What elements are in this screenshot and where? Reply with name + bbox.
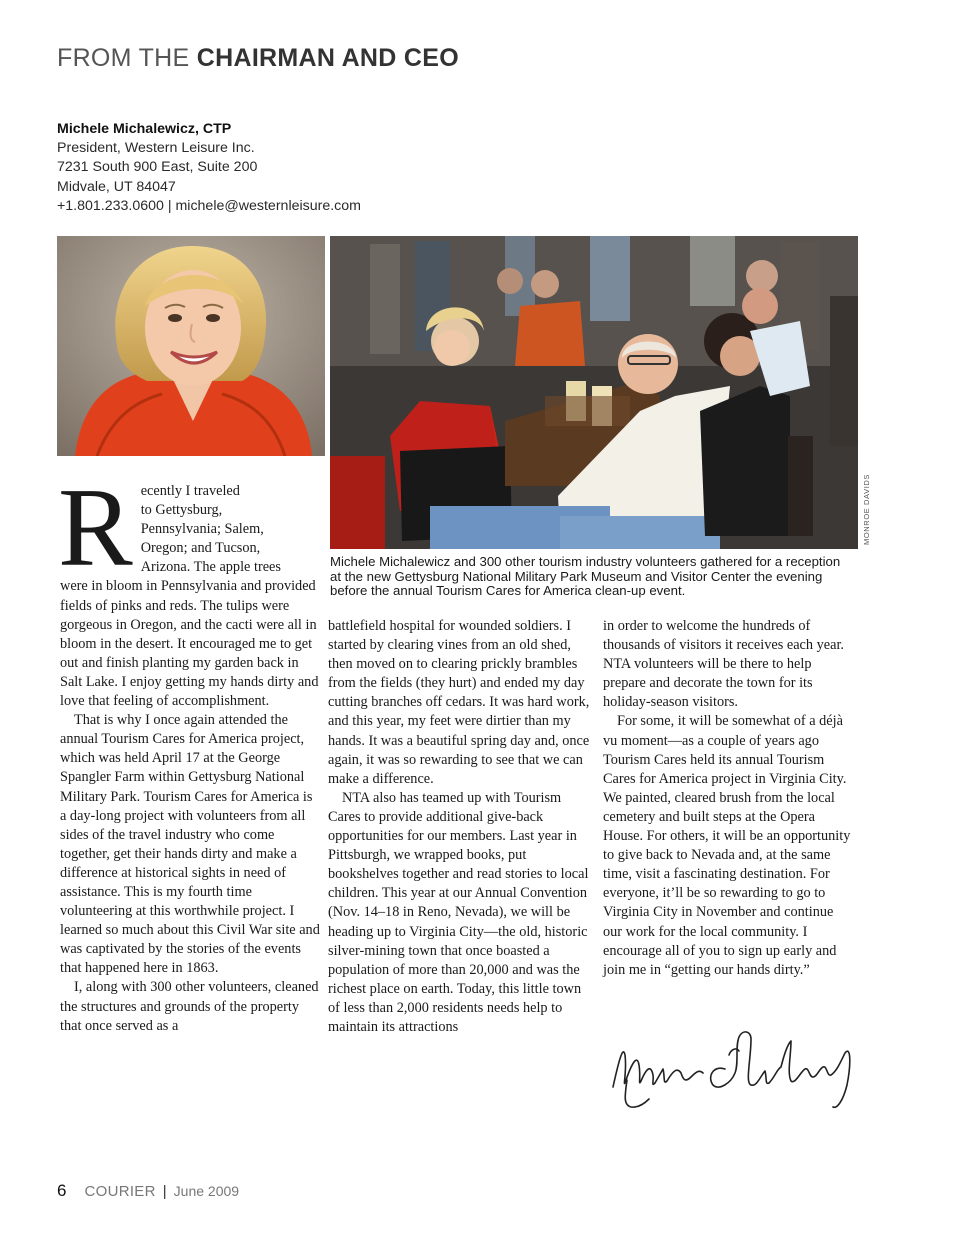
author-name: Michele Michalewicz, CTP <box>57 121 232 137</box>
author-portrait-photo <box>57 236 325 456</box>
header-prefix: FROM THE <box>57 44 190 72</box>
reception-event-photo <box>330 236 858 549</box>
paragraph: battlefield hospital for wounded soldiers. I started by clearing vines from an old shed, then moved on to clearing prickly brambles from the fields (they hurt) and ended my day cutting branches off cedars. It was hard work, and this year, my feet were dirtier than my hands. It was a beautiful spring day and, once again, it was so rewarding to see that we can make a difference. <box>328 618 590 787</box>
paragraph: in order to welcome the hundreds of thousands of visitors it receives each year. NTA volunteers will be there to help prepare and decorate the town for its holiday-season visitors. <box>603 618 844 711</box>
photo-caption: Michele Michalewicz and 300 other tourism industry volunteers gathered for a reception at the new Gettysburg National Military Park Museum and Visitor Center the evening before the annual Tourism Cares for America clean-up event. <box>330 554 841 599</box>
footer-separator: | <box>162 1183 167 1200</box>
issue-date: June 2009 <box>173 1183 240 1199</box>
phone-email: +1.801.233.0600 | michele@westernleisure.com <box>57 197 361 214</box>
header-title: CHAIRMAN AND CEO <box>196 44 459 72</box>
article-column-1 <box>58 466 320 1036</box>
address-line-2: Midvale, UT 84047 <box>57 178 176 195</box>
lead-line: Pennsylvania; Salem, <box>140 521 264 538</box>
article-column-3 <box>603 617 855 980</box>
paragraph: NTA also has teamed up with Tourism Cares to provide additional give-back opportunities for our members. Last year in Pittsburgh, we wrapped books, put bookshelves together and read stories to local children. This year at our Annual Convention (Nov. 14–18 in Reno, Nevada), we will be heading up to Virginia City—the old, historic silver-mining town that once boasted a population of more than 20,000 and was the richest place on earth. Today, this little town of less than 2,000 residents needs help to maintain its attractions <box>328 789 589 1035</box>
photo-credit: MONROE DAVIDS <box>862 473 871 545</box>
address-line-1: 7231 South 900 East, Suite 200 <box>57 159 258 176</box>
lead-line: to Gettysburg, <box>140 502 223 519</box>
contact-block <box>57 120 361 216</box>
handwritten-signature <box>605 1025 860 1115</box>
article-column-2 <box>328 617 590 1037</box>
paragraph: I, along with 300 other volunteers, cleaned the structures and grounds of the property that once served as a <box>60 979 319 1034</box>
page-footer <box>57 1181 239 1201</box>
lead-line: ecently I traveled <box>140 483 240 499</box>
drop-cap: R <box>58 466 133 590</box>
paragraph: For some, it will be somewhat of a déjà vu moment—as a couple of years ago Tourism Cares held its annual Tourism Cares for America project in Virginia City. We painted, cleared brush from the local cemetery and built steps at the Opera House. For others, it will be an opportunity to give back to Nevada and, at the same time, visit a fascinating destination. For everyone, it’ll be so rewarding to go to Virginia City in November and continue our work for the local community. I encourage all of you to sign up early and join me in “getting our hands dirty.” <box>603 713 851 978</box>
paragraph-text: were in bloom in Pennsylvania and provided fields of pinks and reds. The tulips were gorgeous in Oregon, and the cacti were all in bloom in the desert. It encouraged me to get out and finish planting my garden back in Salt Lake. I enjoy getting my hands dirty and love that feeling of accomplishment. <box>60 578 319 710</box>
lead-line: Oregon; and Tucson, <box>140 540 261 557</box>
page-header <box>57 44 459 73</box>
paragraph: That is why I once again attended the annual Tourism Cares for America project, which was held April 17 at the George Spangler Farm within Gettysburg National Military Park. Tourism Cares for America is a day-long project with volunteers from all sides of the travel industry who come together, get their hands dirty and make a difference at historical sights in need of assistance. This is my fourth time volunteering at this worthwhile project. I learned so much about this Civil War site and was captivated by the stories of the events that happened here in 1863. <box>60 712 320 977</box>
lead-line: Arizona. The apple trees <box>140 559 281 576</box>
page-number: 6 <box>57 1181 67 1200</box>
author-role: President, Western Leisure Inc. <box>57 140 255 157</box>
publication-name: COURIER <box>84 1183 156 1200</box>
